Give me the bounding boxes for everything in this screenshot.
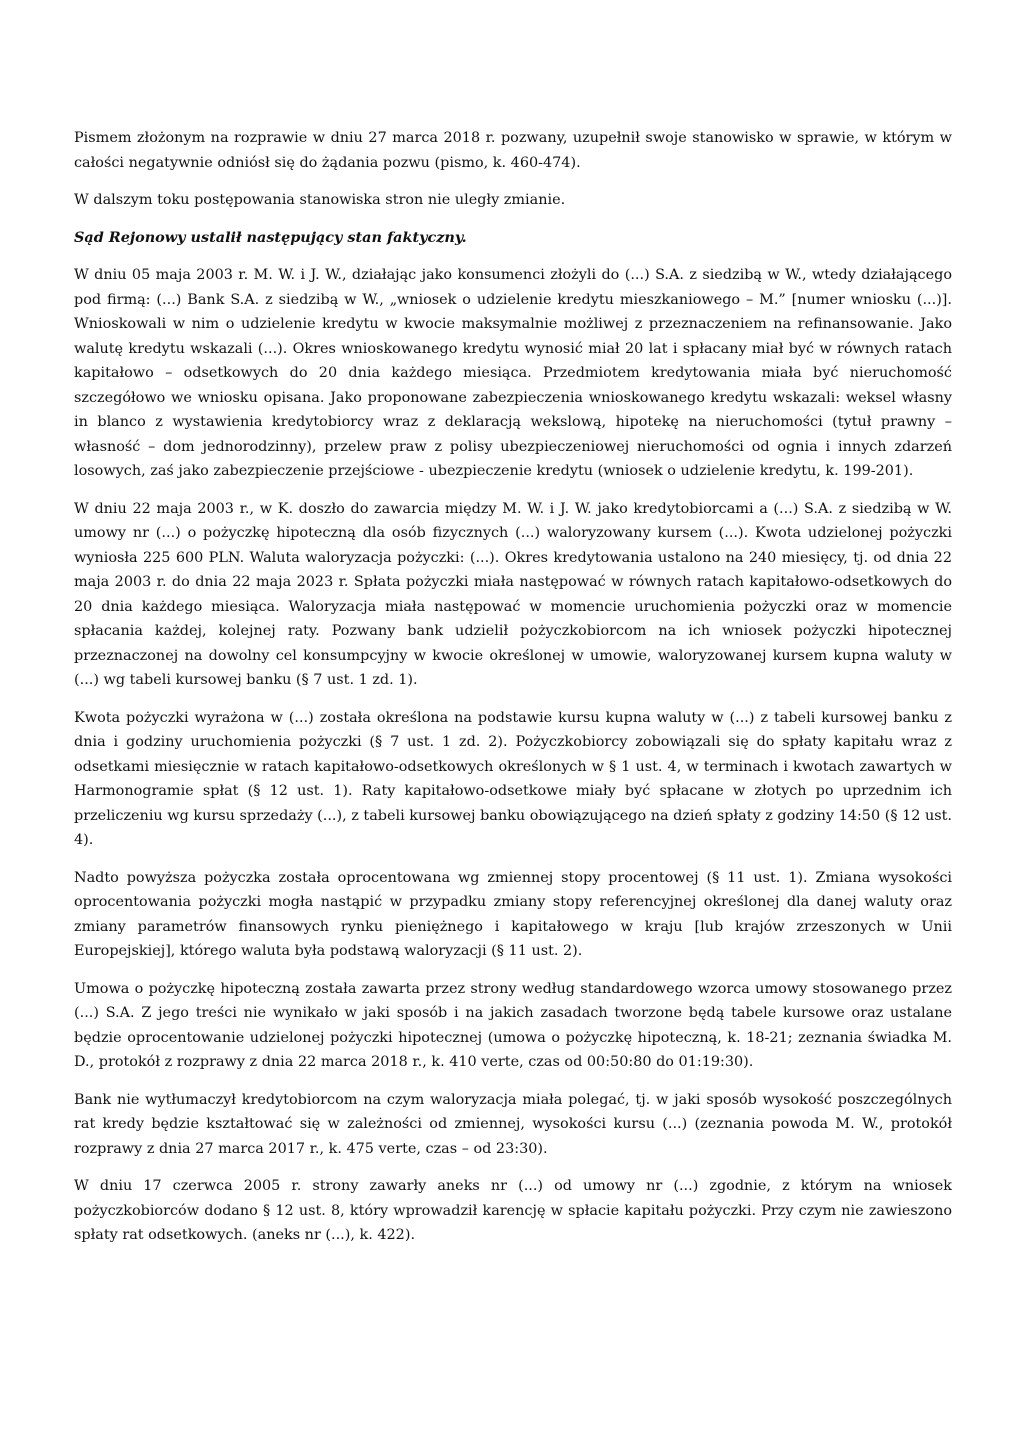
paragraph-9: W dniu 17 czerwca 2005 r. strony zawarły aneks nr (...) od umowy nr (...) zgodnie, z którym na wniosek pożyczkobiorców dodano § 12 ust. 8, który wprowadził karencję w spłacie kapitału pożyczki. Przy czym nie zawieszono spłaty rat odsetkowych. (aneks nr (...), k. 422). [74,1178,952,1243]
paragraph-4: W dniu 22 maja 2003 r., w K. doszło do zawarcia między M. W. i J. W. jako kredytobiorcami a (...) S.A. z siedzibą w W. umowy nr (...) o pożyczkę hipoteczną dla osób fizycznych (...) waloryzowany kursem (...). Kwota udzielonej pożyczki wyniosła 225 600 PLN. Waluta waloryzacja pożyczki: (...). Okres kredytowania ustalono na 240 miesięcy, tj. od dnia 22 maja 2003 r. do dnia 22 maja 2023 r. Spłata pożyczki miała następować w równych ratach kapitałowo-odsetkowych do 20 dnia każdego miesiąca. Waloryzacja miała następować w momencie uruchomienia pożyczki oraz w momencie spłacania każdej, kolejnej raty. Pozwany bank udzielił pożyczkobiorcom na ich wniosek pożyczki hipotecznej przeznaczonej na dowolny cel konsumpcyjny w kwocie określonej w umowie, waloryzowanej kursem kupna waluty w (...) wg tabeli kursowej banku (§ 7 ust. 1 zd. 1). [74,500,952,688]
document-page [74,126,952,1261]
paragraph-1: Pismem złożonym na rozprawie w dniu 27 marca 2018 r. pozwany, uzupełnił swoje stanowisko w sprawie, w którym w całości negatywnie odniósł się do żądania pozwu (pismo, k. 460-474). [74,130,952,171]
section-heading: Sąd Rejonowy ustalił następujący stan faktyczny. [74,228,467,246]
paragraph-5: Kwota pożyczki wyrażona w (...) została określona na podstawie kursu kupna waluty w (...) z tabeli kursowej banku z dnia i godziny uruchomienia pożyczki (§ 7 ust. 1 zd. 2). Pożyczkobiorcy zobowiązali się do spłaty kapitału wraz z odsetkami miesięcznie w ratach kapitałowo-odsetkowych określonych w § 1 ust. 4, w terminach i kwotach zawartych w Harmonogramie spłat (§ 12 ust. 1). Raty kapitałowo-odsetkowe miały być spłacane w złotych po uprzednim ich przeliczeniu wg kursu sprzedaży (...), z tabeli kursowej banku obowiązującego na dzień spłaty z godziny 14:50 (§ 12 ust. 4). [74,709,952,848]
paragraph-3: W dniu 05 maja 2003 r. M. W. i J. W., działając jako konsumenci złożyli do (...) S.A. z siedzibą w W., wtedy działającego pod firmą: (...) Bank S.A. z siedzibą w W., „wniosek o udzielenie kredytu mieszkaniowego – M.” [numer wniosku (...)]. Wnioskowali w nim o udzielenie kredytu w kwocie maksymalnie możliwej z przeznaczeniem na refinansowanie. Jako walutę kredytu wskazali (...). Okres wnioskowanego kredytu wynosić miał 20 lat i spłacany miał być w równych ratach kapitałowo – odsetkowych do 20 dnia każdego miesiąca. Przedmiotem kredytowania miała być nieruchomość szczegółowo we wniosku opisana. Jako proponowane zabezpieczenia wnioskowanego kredytu wskazali: weksel własny in blanco z wystawienia kredytobiorcy wraz z deklaracją wekslową, hipotekę na nieruchomości (tytuł prawny – własność – dom jednorodzinny), przelew praw z polisy ubezpieczeniowej nieruchomości od ognia i innych zdarzeń losowych, zaś jako zabezpieczenie przejściowe - ubezpieczenie kredytu (wniosek o udzielenie kredytu, k. 199-201). [74,267,952,479]
paragraph-6: Nadto powyższa pożyczka została oprocentowana wg zmiennej stopy procentowej (§ 11 ust. 1). Zmiana wysokości oprocentowania pożyczki mogła nastąpić w przypadku zmiany stopy referencyjnej określonej dla danej waluty oraz zmiany parametrów finansowych rynku pieniężnego i kapitałowego w kraju [lub krajów zrzeszonych w Unii Europejskiej], którego waluta była podstawą waloryzacji (§ 11 ust. 2). [74,869,952,959]
paragraph-7: Umowa o pożyczkę hipoteczną została zawarta przez strony według standardowego wzorca umowy stosowanego przez (...) S.A. Z jego treści nie wynikało w jaki sposób i na jakich zasadach tworzone będą tabele kursowe oraz ustalane będzie oprocentowanie udzielonej pożyczki hipotecznej (umowa o pożyczkę hipoteczną, k. 18-21; zeznania świadka M. D., protokół z rozprawy z dnia 22 marca 2018 r., k. 410 verte, czas od 00:50:80 do 01:19:30). [74,980,952,1070]
paragraph-2: W dalszym toku postępowania stanowiska stron nie uległy zmianie. [74,192,566,208]
paragraph-8: Bank nie wytłumaczył kredytobiorcom na czym waloryzacja miała polegać, tj. w jaki sposób wysokość poszczególnych rat kredy będzie kształtować się w zależności od zmiennej, wysokości kursu (...) (zeznania powoda M. W., protokół rozprawy z dnia 27 marca 2017 r., k. 475 verte, czas – od 23:30). [74,1091,952,1157]
